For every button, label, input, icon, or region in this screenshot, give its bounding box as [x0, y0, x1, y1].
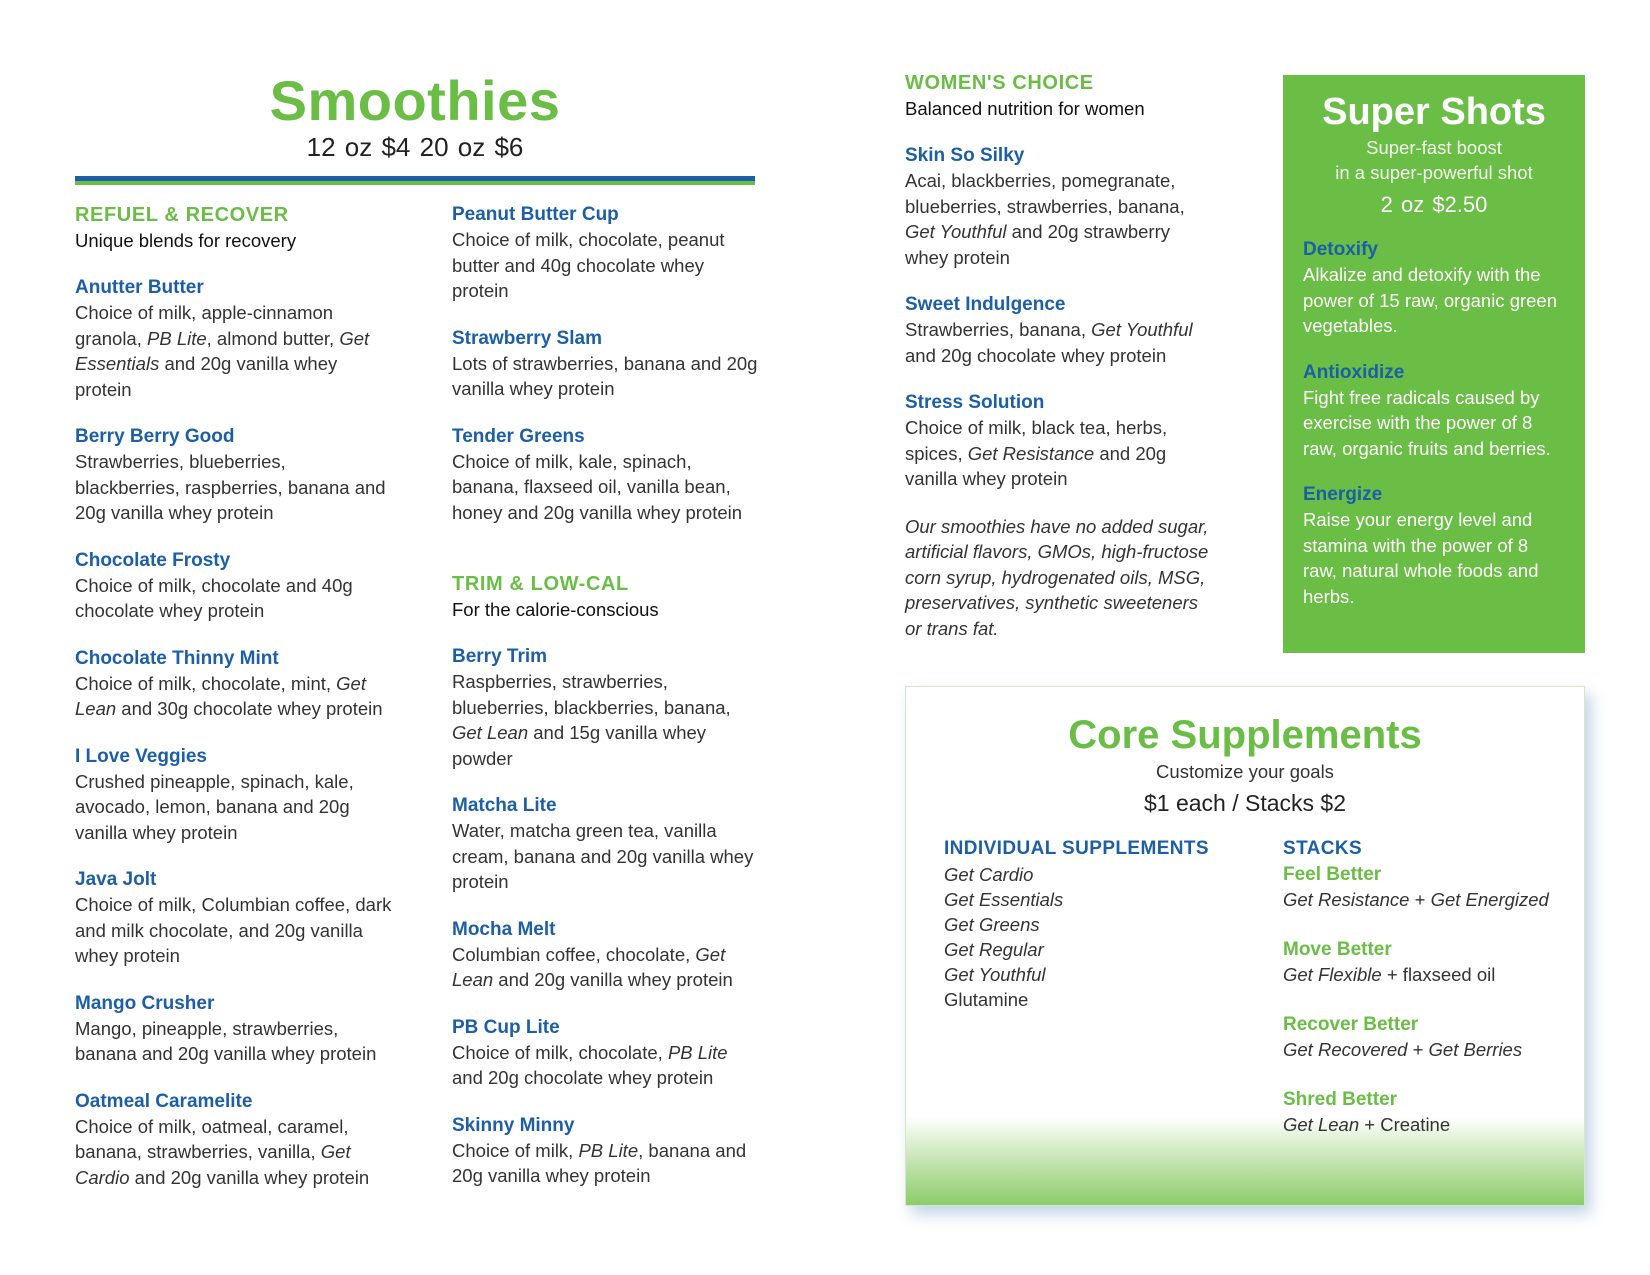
description-text: and 30g chocolate whey protein — [116, 698, 383, 719]
description-text: Choice of milk, chocolate and 40g chocolate whey protein — [75, 574, 353, 621]
individual-supplements-heading: INDIVIDUAL SUPPLEMENTS — [944, 838, 1209, 859]
stacks-list — [1283, 836, 1563, 1137]
product-name-italic: Get Lean — [1283, 1114, 1360, 1135]
product-name-italic: Get Flexible — [1283, 964, 1382, 985]
description-text: and 20g vanilla whey protein — [75, 353, 338, 400]
menu-item-description — [452, 351, 762, 402]
description-text: Columbian coffee, chocolate, — [452, 943, 696, 965]
menu-item-description — [75, 671, 395, 722]
super-shots-title: Super Shots — [1322, 91, 1546, 133]
menu-item-mocha-melt — [452, 917, 762, 993]
menu-item-tender-greens — [452, 424, 762, 526]
stack-move-better — [1283, 937, 1563, 987]
menu-item-name: Sweet Indulgence — [905, 294, 1066, 315]
individual-supplements-list — [944, 836, 1244, 1012]
stack-name: Shred Better — [1283, 1089, 1398, 1110]
menu-item-name: I Love Veggies — [75, 745, 207, 767]
section-heading: REFUEL & RECOVER — [75, 204, 289, 226]
menu-item-peanut-butter-cup — [452, 202, 762, 304]
menu-item-description — [75, 1114, 395, 1191]
description-text: , almond butter, — [206, 327, 340, 349]
section-subheading: For the calorie-conscious — [452, 599, 659, 620]
stack-description — [1283, 1112, 1563, 1137]
core-supplements-title: Core Supplements — [1068, 713, 1422, 757]
stack-name: Recover Better — [1283, 1014, 1419, 1035]
description-text: and 20g vanilla whey protein — [905, 442, 1167, 489]
menu-item-name: Strawberry Slam — [452, 327, 602, 349]
menu-item-berry-trim — [452, 644, 762, 771]
description-text: + Creatine — [1359, 1114, 1451, 1135]
product-name-italic: Get Lean — [75, 672, 366, 719]
product-name-italic: Get Resistance — [967, 442, 1095, 464]
supplement-get-regular: Get Regular — [944, 939, 1044, 960]
divider — [75, 176, 755, 186]
description-text: Choice of milk, chocolate, mint, — [75, 672, 337, 694]
description-text: Acai, blackberries, pomegranate, blueberries, strawberries, banana, — [905, 170, 1185, 217]
menu-item-java-jolt — [75, 867, 395, 969]
menu-item-strawberry-slam — [452, 326, 762, 402]
menu-item-name: Chocolate Frosty — [75, 549, 231, 571]
menu-item-name: PB Cup Lite — [452, 1016, 560, 1038]
menu-item-stress-solution — [905, 390, 1215, 492]
super-shot-energize — [1303, 482, 1565, 609]
super-shot-name: Antioxidize — [1303, 361, 1405, 383]
menu-item-description — [452, 942, 762, 993]
description-text: and 20g strawberry whey protein — [905, 221, 1171, 268]
menu-item-description — [452, 818, 762, 895]
stack-feel-better — [1283, 862, 1563, 912]
menu-item-description — [75, 449, 395, 526]
stack-description — [1283, 887, 1563, 912]
menu-item-description — [452, 1040, 762, 1091]
product-name-italic: PB Lite — [667, 1041, 728, 1063]
super-shot-description: Fight free radicals caused by exercise with the power of 8 raw, organic fruits and berries. — [1303, 386, 1551, 459]
menu-item-i-love-veggies — [75, 744, 395, 846]
menu-item-name: Berry Trim — [452, 646, 548, 667]
product-name-italic: Get Youthful — [905, 221, 1007, 242]
product-name-italic: Get Resistance — [1283, 889, 1410, 910]
product-name-italic: Get Cardio — [75, 1141, 351, 1188]
stack-name: Move Better — [1283, 939, 1392, 960]
menu-item-skin-so-silky — [905, 143, 1215, 270]
description-text: Choice of milk, black tea, herbs, spices, — [905, 417, 1168, 464]
super-shot-antioxidize — [1303, 360, 1565, 462]
menu-item-description — [75, 769, 395, 846]
menu-item-sweet-indulgence — [905, 292, 1215, 368]
description-text: Choice of milk, oatmeal, caramel, banana, strawberries, vanilla, — [75, 1115, 349, 1162]
super-shot-description: Raise your energy level and stamina with the power of 8 raw, natural whole foods and herbs. — [1303, 509, 1539, 607]
description-text: Lots of strawberries, banana and 20g vanilla whey protein — [452, 352, 758, 399]
menu-item-description — [905, 415, 1215, 492]
menu-item-name: Anutter Butter — [75, 277, 204, 298]
smoothies-prices: 12 oz $4 20 oz $6 — [306, 132, 524, 162]
supplement-glutamine: Glutamine — [944, 989, 1029, 1010]
description-text: Crushed pineapple, spinach, kale, avocado, lemon, banana and 20g vanilla whey protein — [75, 770, 354, 843]
description-text: Choice of milk, chocolate, — [452, 1041, 668, 1063]
description-text: , banana and 20g vanilla whey protein — [452, 1139, 747, 1186]
core-supplements-price: $1 each / Stacks $2 — [1143, 790, 1346, 816]
refuel-continued-section — [452, 202, 762, 1189]
menu-item-name: Berry Berry Good — [75, 426, 235, 447]
product-name-italic: Get Youthful — [1091, 319, 1193, 340]
smoothies-title: Smoothies — [269, 69, 561, 132]
description-text: Strawberries, blueberries, blackberries, raspberries, banana and 20g vanilla whey protein — [75, 451, 386, 523]
product-name-italic: Get Recovered — [1283, 1039, 1408, 1060]
supplement-get-essentials: Get Essentials — [944, 889, 1064, 910]
supplement-get-youthful: Get Youthful — [944, 964, 1046, 985]
description-text: Raspberries, strawberries, blueberries, blackberries, banana, — [452, 671, 731, 718]
menu-item-description — [75, 1016, 395, 1067]
super-shot-name: Energize — [1303, 484, 1383, 505]
core-supplements-panel — [905, 686, 1585, 1206]
description-text: and 20g chocolate whey protein — [452, 1067, 714, 1088]
menu-item-name: Chocolate Thinny Mint — [75, 647, 279, 669]
menu-item-description — [452, 1138, 762, 1189]
description-text: and 20g vanilla whey protein — [129, 1166, 370, 1188]
product-name-italic: Get Lean — [452, 943, 726, 990]
menu-item-name: Mango Crusher — [75, 992, 215, 1014]
super-shots-subtitle: in a super-powerful shot — [1335, 162, 1533, 183]
menu-item-name: Stress Solution — [905, 392, 1045, 413]
menu-item-description — [75, 300, 395, 402]
product-name-italic: Get Energized — [1430, 889, 1549, 910]
description-text: and 20g chocolate whey protein — [905, 344, 1167, 366]
stack-description — [1283, 962, 1563, 987]
description-text: Choice of milk, apple-cinnamon granola, — [75, 302, 334, 349]
menu-item-name: Java Jolt — [75, 869, 157, 890]
ingredients-note: Our smoothies have no added sugar, artificial flavors, GMOs, high-fructose corn syrup, hydrogenated oils, MSG, preservatives, synthetic sweeteners or trans fat. — [905, 515, 1209, 639]
description-text: + — [1407, 1039, 1429, 1060]
super-shots-subtitle: Super-fast boost — [1366, 137, 1502, 158]
menu-item-name: Skin So Silky — [905, 145, 1025, 166]
menu-item-list — [452, 202, 762, 525]
menu-item-matcha-lite — [452, 793, 762, 895]
womens-choice-section — [905, 70, 1215, 641]
description-text: + — [1409, 889, 1431, 910]
stacks-heading: STACKS — [1283, 838, 1363, 859]
description-text: Choice of milk, — [452, 1139, 579, 1161]
menu-item-description — [905, 317, 1215, 368]
product-name-italic: PB Lite — [578, 1139, 639, 1161]
description-text: Choice of milk, chocolate, peanut butter and 40g chocolate whey protein — [452, 229, 725, 301]
super-shot-description: Alkalize and detoxify with the power of 15 raw, organic green vegetables. — [1303, 264, 1558, 336]
menu-item-list — [905, 143, 1215, 492]
menu-item-berry-berry-good — [75, 424, 395, 526]
super-shots-price: 2 oz $2.50 — [1380, 192, 1488, 217]
section-subheading: Unique blends for recovery — [75, 230, 297, 251]
description-text: and 20g vanilla whey protein — [493, 969, 733, 990]
menu-item-mango-crusher — [75, 991, 395, 1067]
super-shot-detoxify — [1303, 237, 1565, 339]
menu-item-name: Matcha Lite — [452, 795, 557, 816]
refuel-recover-section — [75, 202, 395, 1190]
supplement-get-cardio: Get Cardio — [944, 864, 1034, 885]
menu-item-description — [452, 669, 762, 771]
supplement-get-greens: Get Greens — [944, 914, 1040, 935]
product-name-italic: Get Essentials — [75, 327, 370, 374]
menu-item-list — [75, 275, 395, 1190]
stack-name: Feel Better — [1283, 864, 1382, 885]
menu-item-description — [452, 449, 762, 526]
stack-shred-better — [1283, 1087, 1563, 1137]
description-text: + flaxseed oil — [1381, 964, 1496, 985]
menu-item-name: Tender Greens — [452, 425, 585, 447]
menu-item-name: Mocha Melt — [452, 918, 556, 940]
product-name-italic: PB Lite — [147, 327, 207, 349]
menu-item-anutter-butter — [75, 275, 395, 402]
description-text: Water, matcha green tea, vanilla cream, banana and 20g vanilla whey protein — [452, 820, 754, 892]
product-name-italic: Get Berries — [1428, 1039, 1523, 1060]
core-supplements-subtitle: Customize your goals — [1156, 761, 1334, 782]
menu-item-name: Skinny Minny — [452, 1114, 575, 1136]
product-name-italic: Get Lean — [452, 722, 529, 743]
menu-item-description — [75, 892, 395, 969]
menu-item-description — [75, 573, 395, 624]
description-text: Mango, pineapple, strawberries, banana and 20g vanilla whey protein — [75, 1017, 377, 1064]
description-text: Choice of milk, Columbian coffee, dark and milk chocolate, and 20g vanilla whey protein — [75, 894, 392, 966]
menu-item-list — [452, 644, 762, 1189]
menu-item-pb-cup-lite — [452, 1015, 762, 1091]
menu-item-name: Oatmeal Caramelite — [75, 1090, 253, 1112]
menu-item-chocolate-thinny-mint — [75, 646, 395, 722]
super-shots-panel — [1283, 75, 1585, 653]
menu-item-skinny-minny — [452, 1113, 762, 1189]
description-text: and 15g vanilla whey powder — [452, 722, 707, 769]
section-heading: WOMEN'S CHOICE — [905, 72, 1094, 94]
description-text: Choice of milk, kale, spinach, banana, flaxseed oil, vanilla bean, honey and 20g vanilla whey protein — [452, 450, 743, 523]
section-heading: TRIM & LOW-CAL — [452, 573, 629, 595]
section-subheading: Balanced nutrition for women — [905, 98, 1145, 119]
menu-item-oatmeal-caramelite — [75, 1089, 395, 1191]
menu-item-name: Peanut Butter Cup — [452, 204, 619, 225]
stack-recover-better — [1283, 1012, 1563, 1062]
stack-description — [1283, 1037, 1563, 1062]
menu-item-chocolate-frosty — [75, 548, 395, 624]
super-shot-name: Detoxify — [1303, 239, 1378, 260]
menu-item-description — [452, 227, 762, 304]
super-shots-list — [1303, 237, 1565, 609]
description-text: Strawberries, banana, — [905, 319, 1092, 340]
menu-item-description — [905, 168, 1215, 270]
